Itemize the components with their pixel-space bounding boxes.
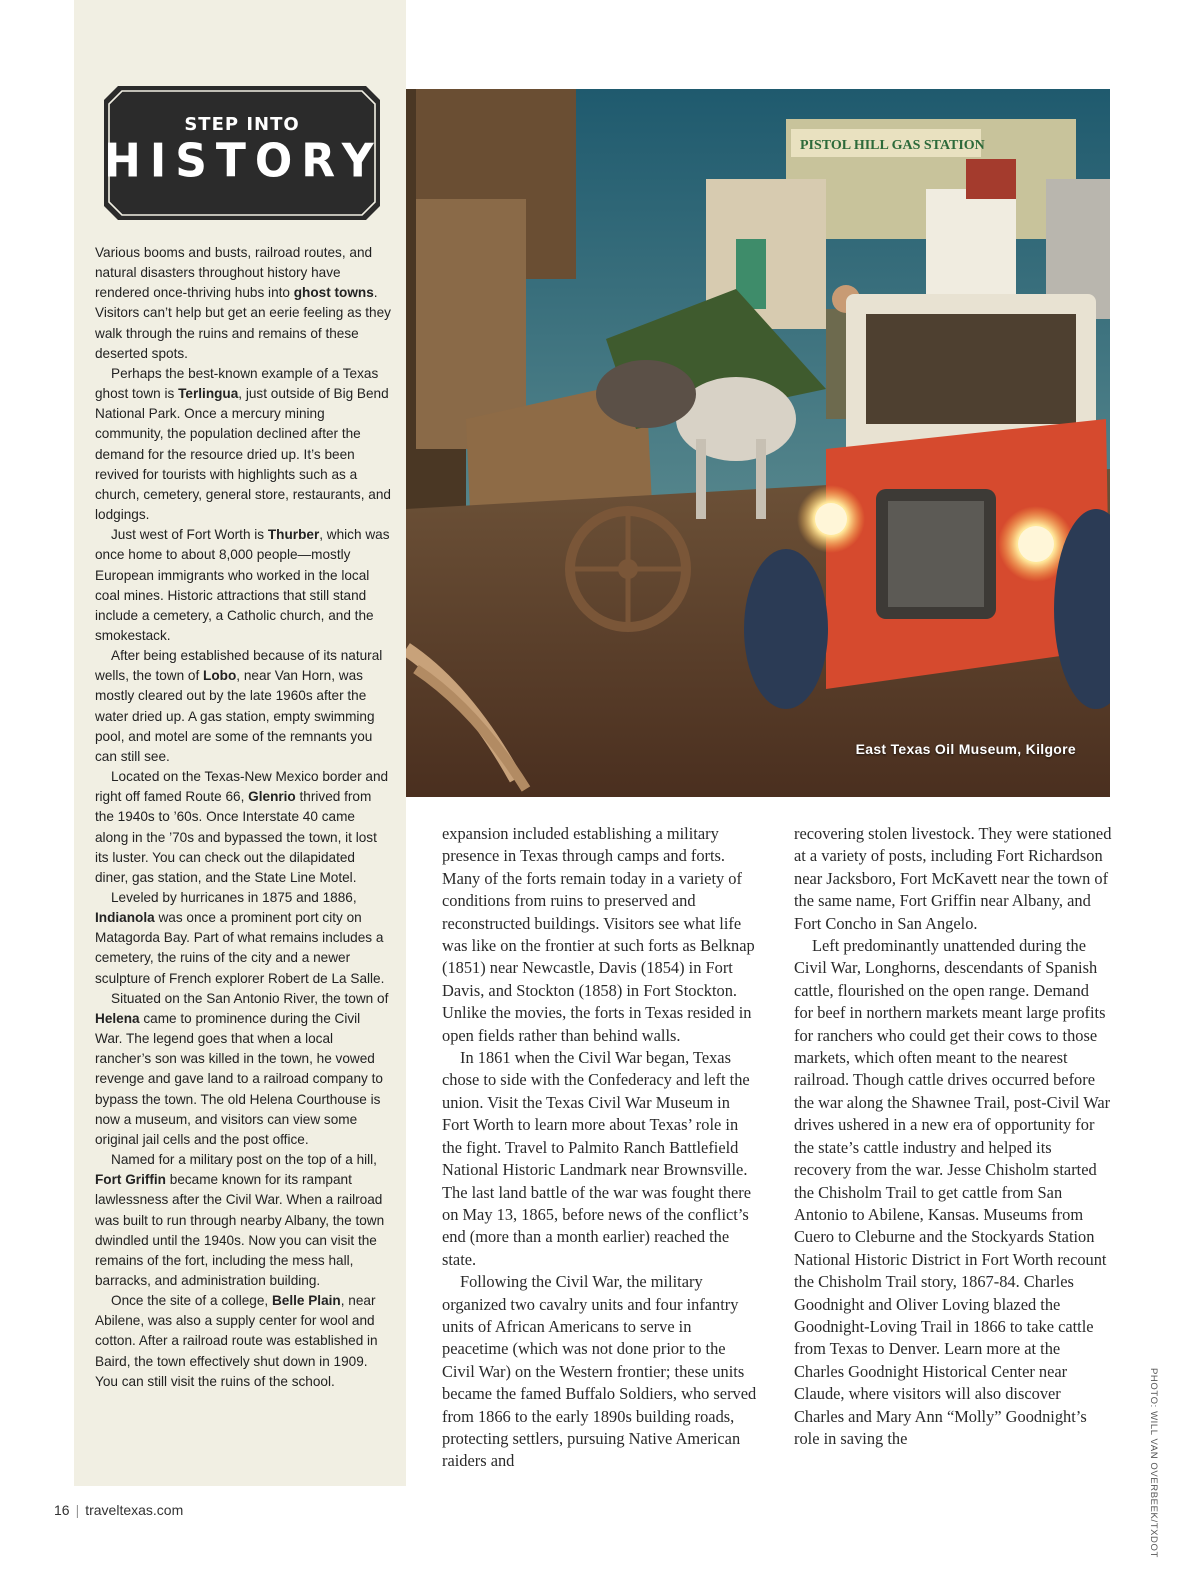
sidebar-paragraph: Just west of Fort Worth is Thurber, which was once home to about 8,000 people—mostly European immigrants who worked in the local coal mines. Historic attractions that still stand include a cemetery, a Catholic church, and the smokestack. <box>95 527 390 643</box>
place-name: ghost towns <box>293 285 374 301</box>
place-name: Glenrio <box>248 789 296 805</box>
sidebar-paragraph: Named for a military post on the top of a hill, Fort Griffin became known for its rampant lawlessness after the Civil War. When a railroad was built to run through nearby Albany, the town dwindled until the 1940s. Now you can visit the remains of the fort, including the mess hall, barracks, and administration building. <box>95 1152 385 1288</box>
footer-site-link[interactable]: traveltexas.com <box>85 1502 184 1518</box>
sidebar-article <box>95 243 391 1392</box>
place-name: Terlingua <box>178 386 239 402</box>
sidebar-paragraph: Various booms and busts, railroad routes, and natural disasters throughout history have rendered once-thriving hubs into ghost towns. Visitors can’t help but get an eerie feeling as they walk through the ruins and remains of these deserted spots. <box>95 245 391 361</box>
section-badge <box>104 86 383 220</box>
paragraph: In 1861 when the Civil War began, Texas chose to side with the Confederacy and left the union. Visit the Texas Civil War Museum in Fort Worth to learn more about Texas’ role in the fight. Travel to Palmito Ranch Battlefield National Historic Landmark near Brownsville. The last land battle of the war was fought there on May 13, 1865, before news of the conflict’s end (more than a month earlier) reached the state. <box>442 1048 752 1269</box>
paragraph: Following the Civil War, the military organized two cavalry units and four infantry units of African Americans to serve in peacetime (which was not done prior to the Civil War) on the Western frontier; these units became the famed Buffalo Soldiers, who served from 1866 to the early 1890s building roads, protecting settlers, pursuing Native American raiders and <box>442 1272 757 1471</box>
museum-diorama-illustration <box>406 89 1110 797</box>
place-name: Belle Plain <box>271 1293 341 1309</box>
sidebar-paragraph: Located on the Texas-New Mexico border and right off famed Route 66, Glenrio thrived from the 1940s to ’60s. Once Interstate 40 came along in the ’70s and bypassed the town, it lost its luster. You can check out the dilapidated diner, gas station, and the State Line Motel. <box>95 769 389 885</box>
badge-kicker: STEP INTO <box>184 114 300 135</box>
place-name: Fort Griffin <box>95 1172 166 1188</box>
place-name: Thurber <box>267 527 320 543</box>
place-name: Indianola <box>95 910 155 926</box>
photo-credit: PHOTO: WILL VAN OVERBEEK/TXDOT <box>1148 1368 1159 1558</box>
article-column-2 <box>794 823 1112 1450</box>
paragraph: recovering stolen livestock. They were stationed at a variety of posts, including Fort Richardson near Jacksboro, Fort McKavett near the town of the same name, Fort Griffin near Albany, and Fort Concho in San Angelo. <box>794 824 1112 933</box>
footer-separator: | <box>75 1502 80 1518</box>
sidebar-paragraph: Once the site of a college, Belle Plain, near Abilene, was also a supply center for wool and cotton. After a railroad route was established in Baird, the town effectively shut down in 1909. You can still visit the ruins of the school. <box>95 1293 378 1389</box>
badge-title: HISTORY <box>104 134 383 189</box>
museum-photo <box>406 89 1110 797</box>
article-column-1 <box>442 823 760 1473</box>
paragraph: expansion included establishing a military presence in Texas through camps and forts. Many of the forts remain today in a variety of conditions from ruins to preserved and reconstructed buildings. Visitors see what life was like on the frontier at such forts as Belknap (1851) near Newcastle, Davis (1854) in Fort Davis, and Stockton (1858) in Fort Stockton. Unlike the movies, the forts in Texas resided in open fields rather than behind walls. <box>442 824 755 1045</box>
sidebar-paragraph: Leveled by hurricanes in 1875 and 1886, Indianola was once a prominent port city on Matagorda Bay. Part of what remains includes a cemetery, the ruins of the city and a newer sculpture of French explorer Robert de La Salle. <box>95 890 385 986</box>
sidebar-paragraph: After being established because of its natural wells, the town of Lobo, near Van Horn, was mostly cleared out by the late 1960s after the water dried up. A gas station, empty swimming pool, and motel are some of the remnants you can still see. <box>95 648 383 764</box>
sidebar-paragraph: Perhaps the best-known example of a Texas ghost town is Terlingua, just outside of Big Bend National Park. Once a mercury mining community, the population declined after the demand for the resource dried up. It’s been revived for tourists with highlights such as a church, cemetery, general store, restaurants, and lodgings. <box>95 365 391 523</box>
page-number: 16 <box>54 1502 70 1518</box>
paragraph: Left predominantly unattended during the Civil War, Longhorns, descendants of Spanish cattle, flourished on the open range. Demand for beef in northern markets meant large profits for ranchers who could get their cows to those markets, which often meant to the nearest railroad. Though cattle drives occurred before the war along the Shawnee Trail, post-Civil War drives ushered in a new era of opportunity for the state’s cattle industry and helped its recovery from the war. Jesse Chisholm started the Chisholm Trail to get cattle from San Antonio to Abilene, Kansas. Museums from Cuero to Cleburne and the Stockyards Station National Historic District in Fort Worth recount the Chisholm Trail story, 1867-84. Charles Goodnight and Oliver Loving blazed the Goodnight-Loving Trail in 1866 to take cattle from Texas to Denver. Learn more at the Charles Goodnight Historical Center near Claude, where visitors will also discover Charles and Mary Ann “Molly” Goodnight’s role in saving the <box>794 936 1111 1448</box>
place-name: Helena <box>95 1010 140 1026</box>
photo-sign: PISTOL HILL GAS STATION <box>800 138 985 153</box>
place-name: Lobo <box>203 668 237 684</box>
sidebar-paragraph: Situated on the San Antonio River, the town of Helena came to prominence during the Civil War. The legend goes that when a local rancher’s son was killed in the town, he vowed revenge and gave land to a railroad company to bypass the town. The old Helena Courthouse is now a museum, and visitors can view some original jail cells and the post office. <box>95 990 389 1147</box>
page-footer <box>54 1502 183 1518</box>
photo-caption: East Texas Oil Museum, Kilgore <box>855 741 1076 757</box>
